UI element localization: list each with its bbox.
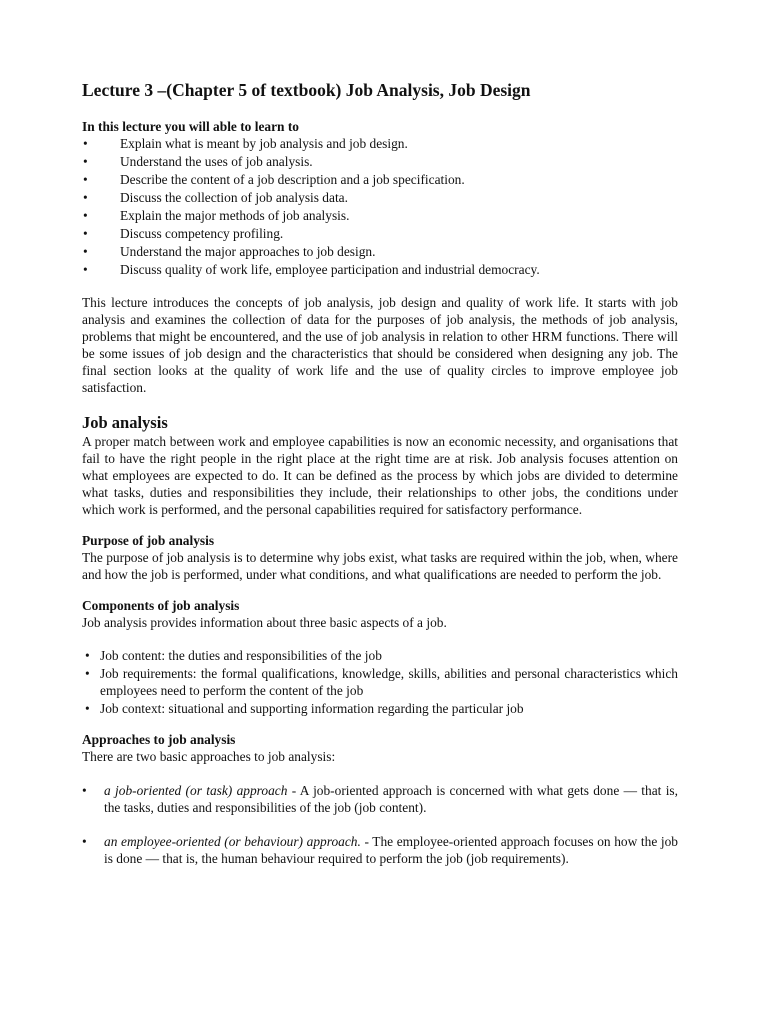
list-item xyxy=(82,243,678,261)
approach-term: a job-oriented (or task) approach xyxy=(104,783,288,798)
components-paragraph: Job analysis provides information about three basic aspects of a job. xyxy=(82,615,447,630)
list-item xyxy=(82,647,678,664)
bullet-icon: • xyxy=(83,190,88,205)
list-item-text: Explain the major methods of job analysis. xyxy=(120,208,350,223)
bullet-icon: • xyxy=(83,208,88,223)
list-item-text: Discuss quality of work life, employee participation and industrial democracy. xyxy=(120,262,540,277)
bullet-icon: • xyxy=(83,262,88,277)
list-item-text: Discuss the collection of job analysis data. xyxy=(120,190,348,205)
list-item-text: Describe the content of a job description and a job specification. xyxy=(120,172,465,187)
list-item-text: Understand the uses of job analysis. xyxy=(120,154,313,169)
subheading-components: Components of job analysis xyxy=(82,598,240,613)
list-item xyxy=(82,135,678,153)
approaches-paragraph: There are two basic approaches to job analysis: xyxy=(82,749,336,764)
objectives-heading: In this lecture you will able to learn to xyxy=(82,119,299,134)
list-item xyxy=(82,207,678,225)
bullet-icon: • xyxy=(83,154,88,169)
list-item-text: Understand the major approaches to job design. xyxy=(120,244,376,259)
approach-description: - The employee-oriented approach focuses on how the job is done — that is, the human behaviour required to perform the job (job requirements). xyxy=(104,834,679,866)
subheading-purpose: Purpose of job analysis xyxy=(82,533,215,548)
list-item xyxy=(82,225,678,243)
list-item xyxy=(82,189,678,207)
list-item-text: Job context: situational and supporting information regarding the particular job xyxy=(100,701,524,716)
list-item xyxy=(82,833,678,867)
components-list xyxy=(82,647,678,717)
document-page xyxy=(82,80,678,867)
approach-description: - A job-oriented approach is concerned with what gets done — that is, the tasks, duties and responsibilities of the job (job content). xyxy=(104,783,678,815)
purpose-paragraph: The purpose of job analysis is to determine why jobs exist, what tasks are required within the job, when, where and how the job is performed, under what conditions, and what qualifications are needed to perform the job. xyxy=(82,550,678,582)
list-item-text: Explain what is meant by job analysis and job design. xyxy=(120,136,408,151)
bullet-icon: • xyxy=(82,783,87,798)
list-item xyxy=(82,700,678,717)
bullet-icon: • xyxy=(83,136,88,151)
intro-paragraph: This lecture introduces the concepts of job analysis, job design and quality of work life. It starts with job analysis and examines the collection of data for the purposes of job analysis, the methods of job analysis, problems that might be encountered, and the use of job analysis in relation to other HRM functions. There will be some issues of job design and the characteristics that should be considered when designing any job. The final section looks at the quality of work life and the use of quality circles to improve employee job satisfaction. xyxy=(82,295,678,395)
page-title: Lecture 3 –(Chapter 5 of textbook) Job Analysis, Job Design xyxy=(82,80,531,100)
subheading-approaches: Approaches to job analysis xyxy=(82,732,236,747)
list-item-text: Discuss competency profiling. xyxy=(120,226,284,241)
bullet-icon: • xyxy=(85,648,90,663)
bullet-icon: • xyxy=(85,701,90,716)
list-item xyxy=(82,665,678,699)
list-item-text: Job content: the duties and responsibilities of the job xyxy=(100,648,382,663)
section-heading-job-analysis: Job analysis xyxy=(82,413,168,432)
list-item xyxy=(82,782,678,816)
bullet-icon: • xyxy=(83,172,88,187)
list-item-text: Job requirements: the formal qualifications, knowledge, skills, abilities and personal characteristics which employees need to perform the content of the job xyxy=(100,666,678,698)
approaches-list xyxy=(82,782,678,867)
bullet-icon: • xyxy=(82,834,87,849)
job-analysis-paragraph: A proper match between work and employee capabilities is now an economic necessity, and organisations that fail to have the right people in the right place at the right time are at risk. Job analysis focuses attention on what employees are expected to do. It can be defined as the process by which jobs are divided to determine what tasks, duties and responsibilities they include, their relationships to other jobs, the conditions under which work is performed, and the personal capabilities required for satisfactory performance. xyxy=(82,434,678,517)
approach-term: an employee-oriented (or behaviour) approach. xyxy=(104,834,361,849)
list-item xyxy=(82,171,678,189)
list-item xyxy=(82,261,678,279)
bullet-icon: • xyxy=(85,666,90,681)
list-item xyxy=(82,153,678,171)
bullet-icon: • xyxy=(83,244,88,259)
bullet-icon: • xyxy=(83,226,88,241)
objectives-list xyxy=(82,135,678,279)
